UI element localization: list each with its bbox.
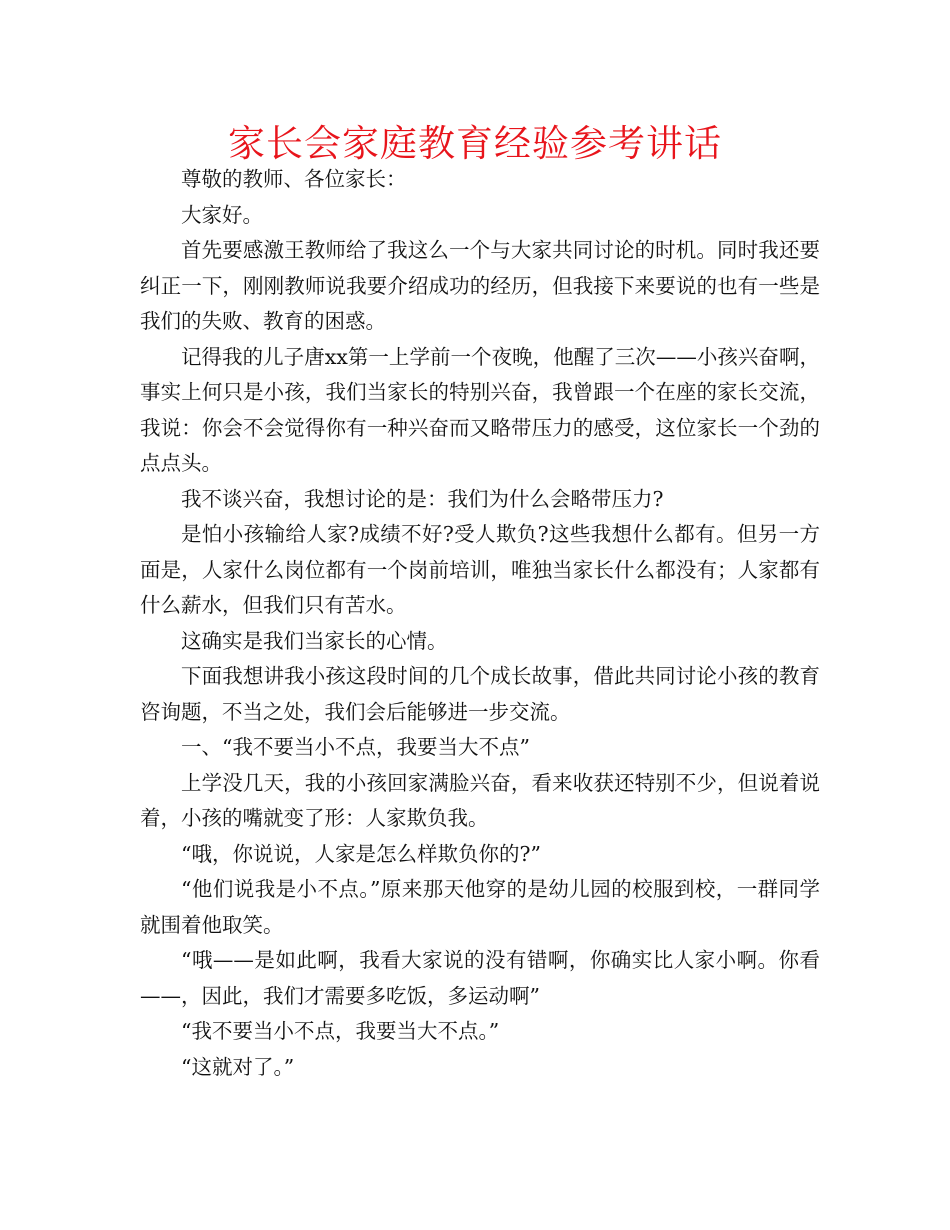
paragraph: 大家好。 bbox=[181, 202, 263, 227]
paragraph: 尊敬的教师、各位家长： bbox=[181, 167, 407, 191]
section-heading: 一、“我不要当小不点，我要当大不点” bbox=[181, 735, 530, 759]
paragraph: 上学没几天，我的小孩回家满脸兴奋，看来收获还特别不少，但说着说着，小孩的嘴就变了形：人家欺负我。 bbox=[140, 770, 820, 830]
paragraph: 首先要感激王教师给了我这么一个与大家共同讨论的时机。同时我还要纠正一下，刚刚教师说我要介绍成功的经历，但我接下来要说的也有一些是我们的失败、教育的困惑。 bbox=[140, 238, 820, 333]
paragraph: “哦——是如此啊，我看大家说的没有错啊，你确实比人家小啊。你看——，因此，我们才需要多吃饭，多运动啊” bbox=[140, 948, 820, 1008]
paragraph: 我不谈兴奋，我想讨论的是：我们为什么会略带压力? bbox=[181, 486, 664, 511]
paragraph: “这就对了。” bbox=[181, 1054, 295, 1079]
paragraph: “哦，你说说，人家是怎么样欺负你的?” bbox=[181, 841, 541, 866]
paragraph: “我不要当小不点，我要当大不点。” bbox=[181, 1019, 500, 1043]
paragraph: 下面我想讲我小孩这段时间的几个成长故事，借此共同讨论小孩的教育咨询题，不当之处，我们会后能够进一步交流。 bbox=[140, 664, 820, 724]
document-body bbox=[140, 162, 820, 1085]
document-title: 家长会家庭教育经验参考讲话 bbox=[228, 122, 722, 165]
paragraph: 这确实是我们当家长的心情。 bbox=[181, 628, 448, 653]
paragraph: 记得我的儿子唐xx第一上学前一个夜晚，他醒了三次——小孩兴奋啊，事实上何只是小孩，我们当家长的特别兴奋，我曾跟一个在座的家长交流，我说：你会不会觉得你有一种兴奋而又略带压力的感受，这位家长一个劲的点点头。 bbox=[140, 344, 820, 475]
paragraph: “他们说我是小不点。”原来那天他穿的是幼儿园的校服到校，一群同学就围着他取笑。 bbox=[140, 877, 820, 937]
paragraph: 是怕小孩输给人家?成绩不好?受人欺负?这些我想什么都有。但另一方面是，人家什么岗位都有一个岗前培训，唯独当家长什么都没有；人家都有什么薪水，但我们只有苦水。 bbox=[140, 522, 820, 617]
